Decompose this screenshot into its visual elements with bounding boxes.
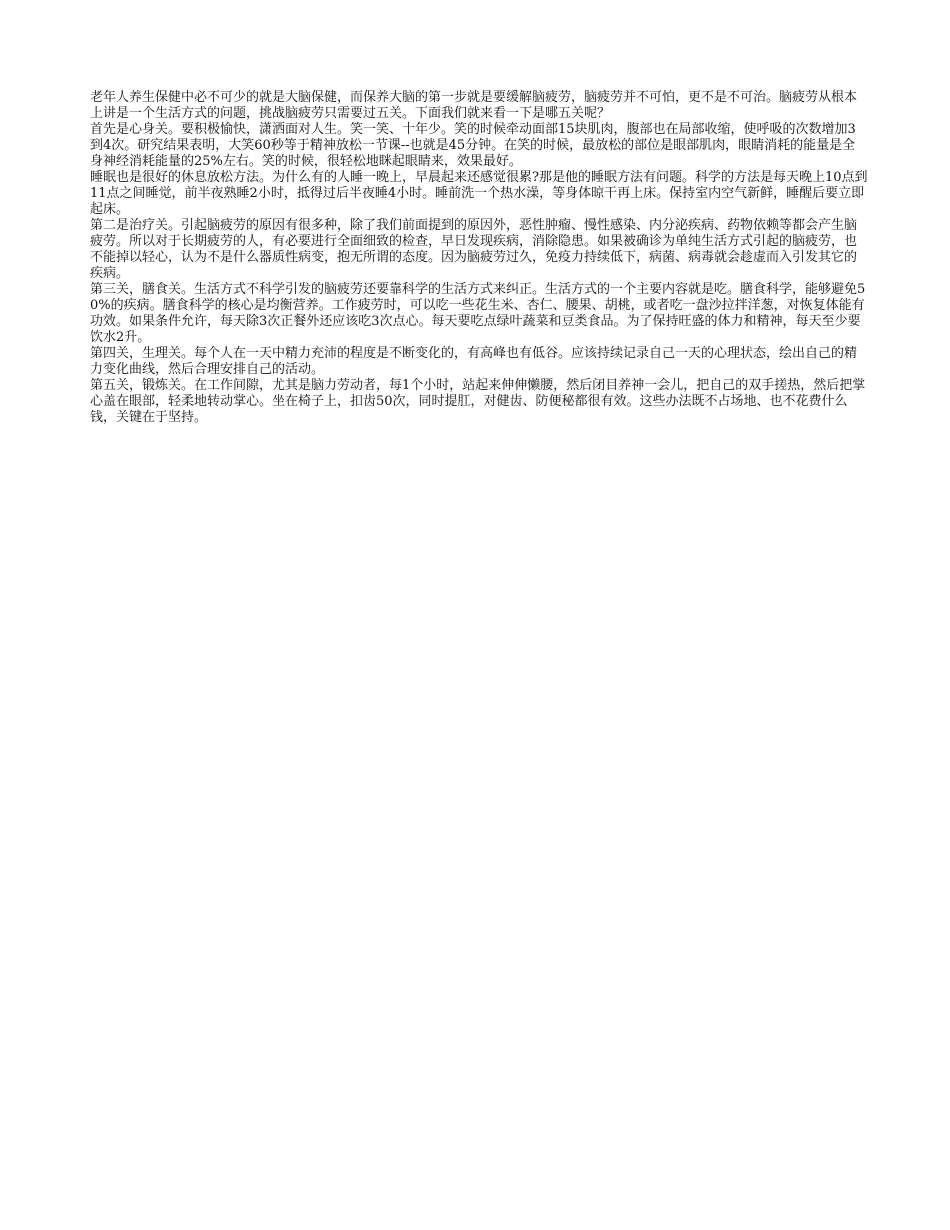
document-body [90, 90, 868, 426]
paragraph-intro: 老年人养生保健中必不可少的就是大脑保健，而保养大脑的第一步就是要缓解脑疲劳，脑疲劳并不可怕，更不是不可治。脑疲劳从根本上讲是一个生活方式的问题，挑战脑疲劳只需要过五关。下面我们就来看一下是哪五关呢？ [90, 90, 858, 121]
paragraph-diet: 第三关，膳食关。生活方式不科学引发的脑疲劳还要靠科学的生活方式来纠正。生活方式的一个主要内容就是吃。膳食科学，能够避免50%的疾病。膳食科学的核心是均衡营养。工作疲劳时，可以吃一些花生米、杏仁、腰果、胡桃，或者吃一盘沙拉拌洋葱，对恢复体能有功效。如果条件允许，每天除3次正餐外还应该吃3次点心。每天要吃点绿叶蔬菜和豆类食品。为了保持旺盛的体力和精神，每天至少要饮水2升。 [90, 282, 866, 345]
paragraph-exercise: 第五关，锻炼关。在工作间隙，尤其是脑力劳动者，每1个小时，站起来伸伸懒腰，然后闭目养神一会儿，把自己的双手搓热，然后把掌心盖在眼部，轻柔地转动掌心。坐在椅子上，扣齿50次，同时提肛，对健齿、防便秘都很有效。这些办法既不占场地、也不花费什么钱，关键在于坚持。 [90, 378, 866, 425]
paragraph-treatment: 第二是治疗关。引起脑疲劳的原因有很多种，除了我们前面提到的原因外，恶性肿瘤、慢性感染、内分泌疾病、药物依赖等都会产生脑疲劳。所以对于长期疲劳的人，有必要进行全面细致的检查，早日发现疾病，消除隐患。如果被确诊为单纯生活方式引起的脑疲劳，也不能掉以轻心，认为不是什么器质性病变，抱无所谓的态度。因为脑疲劳过久，免疫力持续低下，病菌、病毒就会趁虚而入引发其它的疾病。 [90, 218, 858, 281]
paragraph-physiology: 第四关，生理关。每个人在一天中精力充沛的程度是不断变化的，有高峰也有低谷。应该持续记录自己一天的心理状态，绘出自己的精力变化曲线，然后合理安排自己的活动。 [90, 346, 858, 377]
paragraph-sleep: 睡眠也是很好的休息放松方法。为什么有的人睡一晚上，早晨起来还感觉很累?那是他的睡眠方法有问题。科学的方法是每天晚上10点到11点之间睡觉，前半夜熟睡2小时，抵得过后半夜睡4小时。睡前洗一个热水澡，等身体晾干再上床。保持室内空气新鲜，睡醒后要立即起床。 [90, 170, 868, 217]
paragraph-mind-body: 首先是心身关。要积极愉快，潇洒面对人生。笑一笑、十年少。笑的时候牵动面部15块肌肉，腹部也在局部收缩，使呼吸的次数增加3到4次。研究结果表明，大笑60秒等于精神放松一节课--也就是45分钟。在笑的时候，最放松的部位是眼部肌肉，眼睛消耗的能量是全身神经消耗能量的25%左右。笑的时候，很轻松地眯起眼睛来，效果最好。 [90, 122, 856, 169]
